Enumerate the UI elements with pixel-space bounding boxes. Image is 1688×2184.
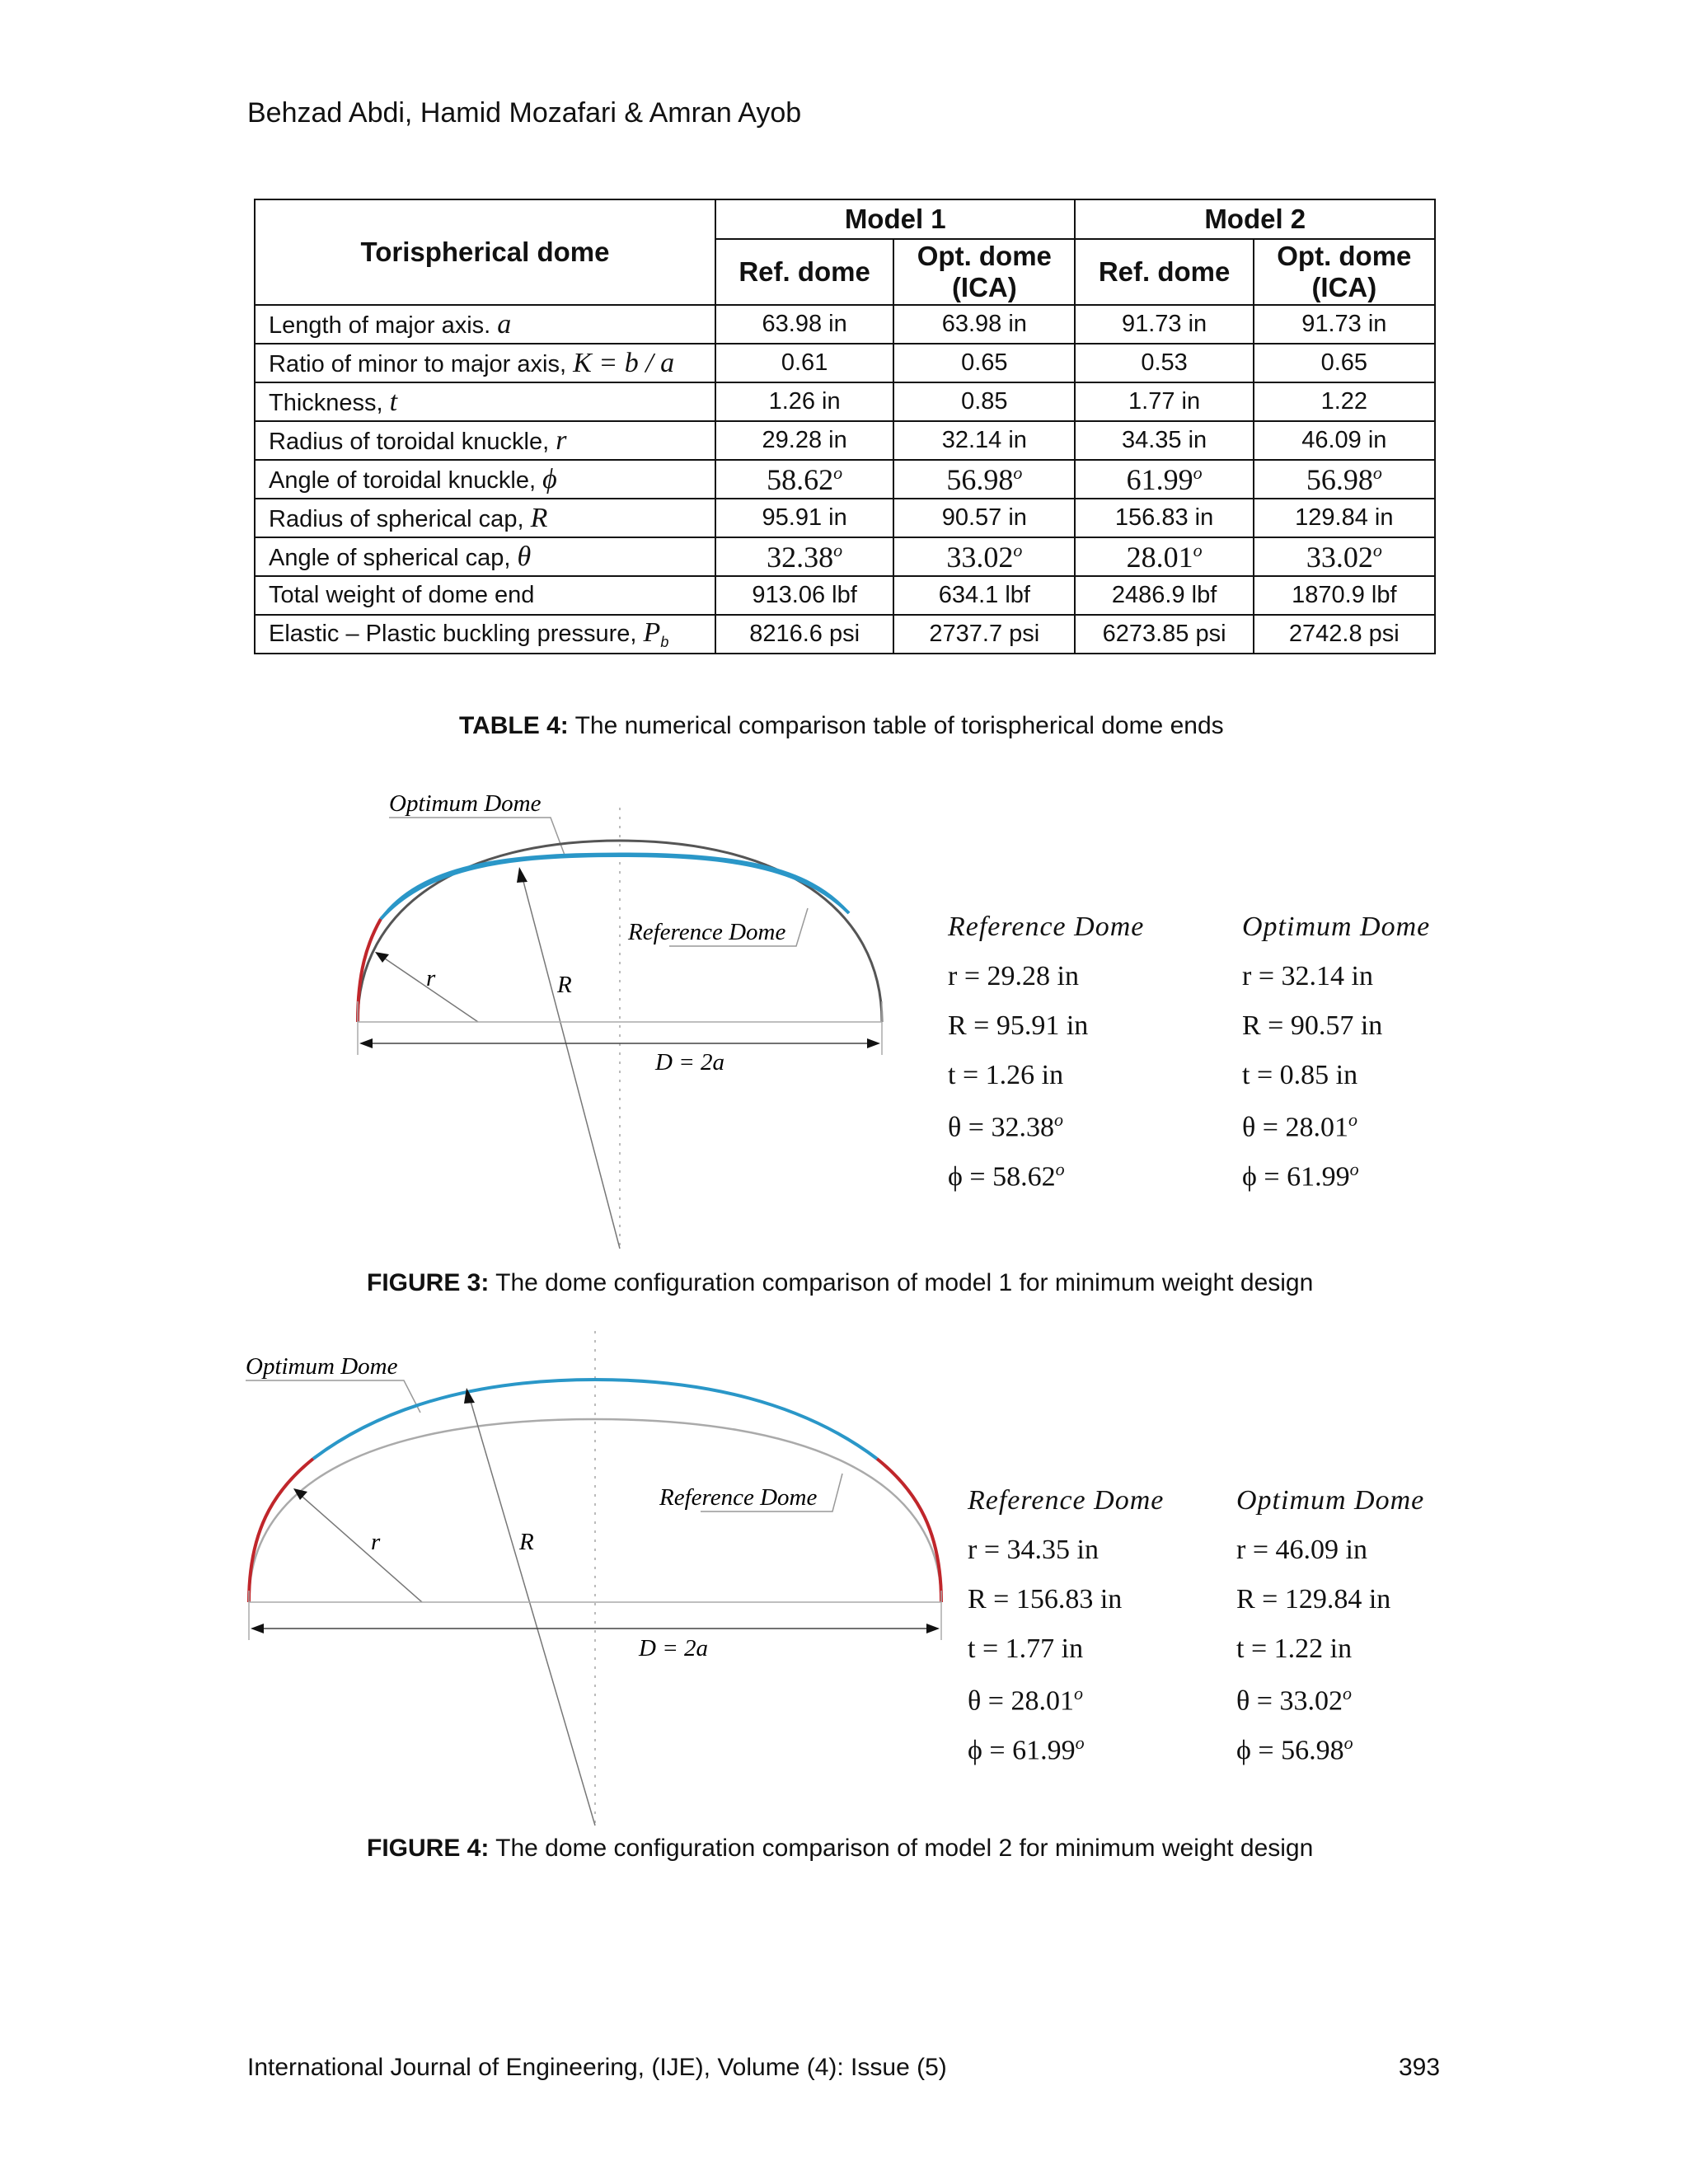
table-cell: 0.65 [1254, 344, 1435, 382]
table-cell: 6273.85 psi [1075, 615, 1253, 654]
R-label: R [519, 1529, 534, 1555]
page-number: 393 [1399, 2054, 1441, 2081]
r-radius-line [297, 1492, 422, 1602]
table-cell: 32.14 in [893, 421, 1075, 460]
row-label: Angle of spherical cap, θ [255, 537, 715, 576]
R-label: R [557, 972, 572, 998]
table-cell: 0.53 [1075, 344, 1253, 382]
table-caption: TABLE 4: The numerical comparison table of torispherical dome ends [459, 712, 1224, 739]
journal-footer: International Journal of Engineering, (IJE), Volume (4): Issue (5) [247, 2054, 947, 2081]
optimum-cap-curve2 [381, 854, 849, 919]
optimum-leader [246, 1380, 420, 1413]
optimum-knuckle-left [249, 1459, 313, 1602]
R-arrowhead [517, 867, 528, 883]
table-cell: 1.22 [1254, 382, 1435, 421]
table-cell: 0.85 [893, 382, 1075, 421]
table-cell: 90.57 in [893, 499, 1075, 537]
table-cell: 2742.8 psi [1254, 615, 1435, 654]
table-cell: 28.01$^o$ [1075, 537, 1253, 576]
fig3-optimum-values: Optimum Dome r = 32.14 in R = 90.57 in t = 0.85 in $\theta = 28.01^o$ $\phi = 61.99^o$ [1242, 912, 1431, 1193]
row-symbol: K = b / a [573, 347, 675, 378]
model1-opt-header: Opt. dome (ICA) [893, 239, 1075, 305]
row-symbol: θ [517, 541, 532, 572]
table-row [255, 460, 1435, 499]
table-cell: 1.26 in [715, 382, 893, 421]
table-cell: 56.98$^o$ [1254, 460, 1435, 499]
table-body [255, 305, 1435, 654]
row-symbol: t [389, 386, 398, 417]
row-label: Radius of toroidal knuckle, r [255, 421, 715, 460]
table-cell: 29.28 in [715, 421, 893, 460]
r-label: r [371, 1529, 381, 1555]
reference-dome-curve [249, 1419, 941, 1602]
fig4-reference-values: Reference Dome r = 34.35 in R = 156.83 in t = 1.77 in $\theta = 28.01^o$ $\phi = 61.99^o$ [968, 1485, 1165, 1766]
table-cell: 95.91 in [715, 499, 893, 537]
table-cell: 58.62$^o$ [715, 460, 893, 499]
row-label: Angle of toroidal knuckle, ϕ [255, 460, 715, 499]
table-cell: 0.61 [715, 344, 893, 382]
row-symbol: r [556, 424, 567, 456]
table-cell: 32.38$^o$ [715, 537, 893, 576]
table-cell: 91.73 in [1075, 305, 1253, 344]
R-radius-line [521, 872, 620, 1249]
table-row [255, 537, 1435, 576]
optimum-cap-curve [381, 855, 849, 919]
row-label: Radius of spherical cap, R [255, 499, 715, 537]
fig4-ref-heading: Reference Dome [968, 1485, 1165, 1516]
figure3-caption: FIGURE 3: The dome configuration comparison of model 1 for minimum weight design [367, 1269, 1314, 1296]
table-cell: 61.99$^o$ [1075, 460, 1253, 499]
table-row [255, 305, 1435, 344]
r-label: r [426, 965, 436, 991]
table-row [255, 615, 1435, 654]
fig4-optimum-values: Optimum Dome r = 46.09 in R = 129.84 in t = 1.22 in $\theta = 33.02^o$ $\phi = 56.98^o$ [1236, 1485, 1425, 1766]
table-cell: 1870.9 lbf [1254, 576, 1435, 615]
row-label: Elastic – Plastic buckling pressure, $P_b$ [255, 615, 715, 654]
table-cell: 0.65 [893, 344, 1075, 382]
row-label: Length of major axis. a [255, 305, 715, 344]
model1-header: Model 1 [715, 199, 1075, 239]
table-cell: 46.09 in [1254, 421, 1435, 460]
table-cell: 129.84 in [1254, 499, 1435, 537]
table-cell: 34.35 in [1075, 421, 1253, 460]
row-symbol: a [497, 308, 512, 340]
table-cell: 56.98$^o$ [893, 460, 1075, 499]
table-cell: 91.73 in [1254, 305, 1435, 344]
reference-dome-label: Reference Dome [659, 1484, 818, 1511]
table-row [255, 382, 1435, 421]
model1-ref-header: Ref. dome [715, 239, 893, 305]
optimum-knuckle-left [358, 919, 381, 1022]
r-arrowhead [375, 952, 389, 963]
figure3-diagram [0, 783, 1688, 1261]
optimum-dome-label: Optimum Dome [389, 790, 542, 817]
reference-dome-label: Reference Dome [628, 919, 786, 945]
optimum-knuckle-right [877, 1459, 941, 1602]
fig4-opt-heading: Optimum Dome [1236, 1485, 1425, 1516]
model2-ref-header: Ref. dome [1075, 239, 1253, 305]
figure4-diagram [0, 1327, 1688, 1838]
table-cell: 33.02$^o$ [1254, 537, 1435, 576]
fig3-reference-values: Reference Dome r = 29.28 in R = 95.91 in t = 1.26 in $\theta = 32.38^o$ $\phi = 58.62^o$ [948, 912, 1145, 1193]
model2-header: Model 2 [1075, 199, 1435, 239]
comparison-table [254, 199, 1436, 654]
table-cell: 2486.9 lbf [1075, 576, 1253, 615]
optimum-leader [389, 818, 565, 857]
R-radius-line [468, 1393, 595, 1825]
model2-opt-header: Opt. dome (ICA) [1254, 239, 1435, 305]
figure4-caption: FIGURE 4: The dome configuration comparison of model 2 for minimum weight design [367, 1835, 1314, 1862]
table-cell: 63.98 in [893, 305, 1075, 344]
table-row [255, 344, 1435, 382]
table-cell: 33.02$^o$ [893, 537, 1075, 576]
diameter-label: D = 2a [639, 1635, 709, 1661]
row-label: Ratio of minor to major axis, K = b / a [255, 344, 715, 382]
running-header: Behzad Abdi, Hamid Mozafari & Amran Ayob [247, 97, 802, 129]
reference-dome-curve [358, 841, 882, 1022]
table-row [255, 421, 1435, 460]
row-symbol: ϕ [542, 463, 557, 494]
optimum-dome-label: Optimum Dome [246, 1353, 398, 1380]
row-label: Thickness, t [255, 382, 715, 421]
table-cell: 634.1 lbf [893, 576, 1075, 615]
table-cell: 2737.7 psi [893, 615, 1075, 654]
table-cell: 1.77 in [1075, 382, 1253, 421]
row-symbol: R [530, 502, 548, 533]
fig3-opt-heading: Optimum Dome [1242, 912, 1431, 942]
row-label: Total weight of dome end [255, 576, 715, 615]
table-row [255, 576, 1435, 615]
table-cell: 913.06 lbf [715, 576, 893, 615]
diameter-label: D = 2a [655, 1049, 725, 1076]
table-cell: 63.98 in [715, 305, 893, 344]
row-symbol: P [643, 617, 661, 649]
table-corner-header: Torispherical dome [255, 199, 715, 305]
table-cell: 8216.6 psi [715, 615, 893, 654]
table-cell: 156.83 in [1075, 499, 1253, 537]
table-row [255, 499, 1435, 537]
fig3-ref-heading: Reference Dome [948, 912, 1145, 942]
